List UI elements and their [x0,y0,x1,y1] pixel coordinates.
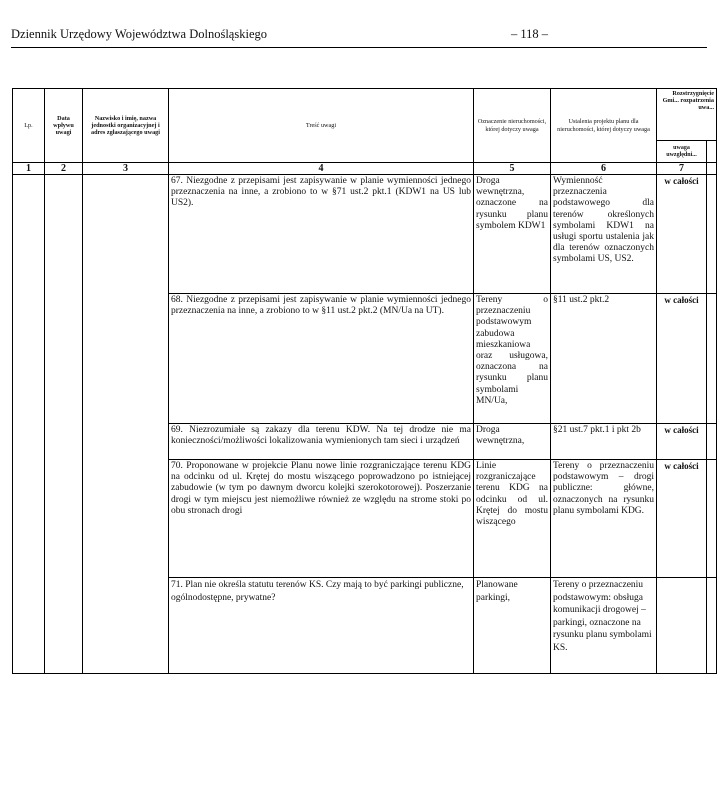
cell-resolution: w całości [657,460,707,578]
cell-plan: Tereny o przeznaczeniu podstawowym: obsługa komunikacji drogowej – parkingi, oznaczone na rysunku planu symbolami KS. [551,578,657,674]
header-rejected [707,141,717,163]
page-header [11,27,707,48]
cell-date [45,175,83,674]
page-number: – 118 – [511,27,549,41]
column-number: 6 [551,163,657,175]
column-number: 2 [45,163,83,175]
cell-plan: Tereny o przeznaczeniu podstawowym – drogi publiczne: główne, oznaczonych na rysunku planu symbolami KDG. [551,460,657,578]
column-number: 4 [169,163,474,175]
header-accepted: uwaga uwzględni... [657,141,707,163]
cell-designation: Droga wewnętrzna, [474,424,551,460]
cell-content: 69. Niezrozumiałe są zakazy dla terenu KDW. Na tej drodze nie ma konieczności/możliwości lokalizowania wymienionych tam sieci i urządzeń [169,424,474,460]
header-name: Nazwisko i imię, nazwa jednostki organizacyjnej i adres zgłaszającego uwagi [83,89,169,163]
remarks-table [12,88,717,674]
column-number: 3 [83,163,169,175]
column-number [707,163,717,175]
cell-designation: Droga wewnętrzna, oznaczone na rysunku planu symbolem KDW1 [474,175,551,294]
cell-resolution: w całości [657,294,707,424]
column-number: 1 [13,163,45,175]
cell-designation: Linie rozgraniczające terenu KDG na odcinku od ul. Krętej do mostu wiszącego [474,460,551,578]
cell-plan: §21 ust.7 pkt.1 i pkt 2b [551,424,657,460]
column-number: 5 [474,163,551,175]
cell-rejected [707,578,717,674]
header-plan: Ustalenia projektu planu dla nieruchomości, której dotyczy uwaga [551,89,657,163]
cell-designation: Planowane parkingi, [474,578,551,674]
cell-content: 68. Niezgodne z przepisami jest zapisywanie w planie wymienności jednego przeznaczenia na inne, a zrobiono to w §11 ust.2 pkt.2 (MN/Ua na UT). [169,294,474,424]
cell-rejected [707,424,717,460]
cell-name [83,175,169,674]
cell-resolution: w całości [657,175,707,294]
header-content: Treść uwagi [169,89,474,163]
cell-plan: §11 ust.2 pkt.2 [551,294,657,424]
cell-content: 67. Niezgodne z przepisami jest zapisywanie w planie wymienności jednego przeznaczenia na inne, a zrobiono to w §71 ust.2 pkt.1 (KDW1 na US lub US2). [169,175,474,294]
header-date: Data wpływu uwagi [45,89,83,163]
header-designation: Oznaczenie nieruchomości, której dotyczy uwaga [474,89,551,163]
cell-lp [13,175,45,674]
cell-resolution [657,578,707,674]
cell-content: 71. Plan nie określa statutu terenów KS. Czy mają to być parkingi publiczne, ogólnodostępne, prywatne? [169,578,474,674]
cell-content: 70. Proponowane w projekcie Planu nowe linie rozgraniczające terenu KDG na odcinku od ul. Krętej do mostu wiszącego poprowadzono po istniejącej zabudowie (w tym po dawnym dworcu kolejki szerokotorowej). Poszerzanie drogi w tym miejscu jest niemożliwe również ze względu na strome stoki po obu stronach drogi [169,460,474,578]
table-row [13,175,717,294]
cell-resolution: w całości [657,424,707,460]
column-number-row [13,163,717,175]
cell-rejected [707,294,717,424]
header-lp: Lp. [13,89,45,163]
header-row [13,89,717,141]
column-number: 7 [657,163,707,175]
cell-plan: Wymienność przeznaczenia podstawowego dla terenów określonych symbolami KDW1 na usługi sportu ustalenia jak dla terenów oznaczonych symbolami US, US2. [551,175,657,294]
header-resolution: Rozstrzygnięcie Gmi... rozpatrzenia uwa... [657,89,717,141]
cell-rejected [707,460,717,578]
cell-designation: Tereny o przeznaczeniu podstawowym zabudowa mieszkaniowa oraz usługowa, oznaczona na rysunku planu symbolami MN/Ua, [474,294,551,424]
cell-rejected [707,175,717,294]
journal-title: Dziennik Urzędowy Województwa Dolnośląskiego [11,27,267,41]
